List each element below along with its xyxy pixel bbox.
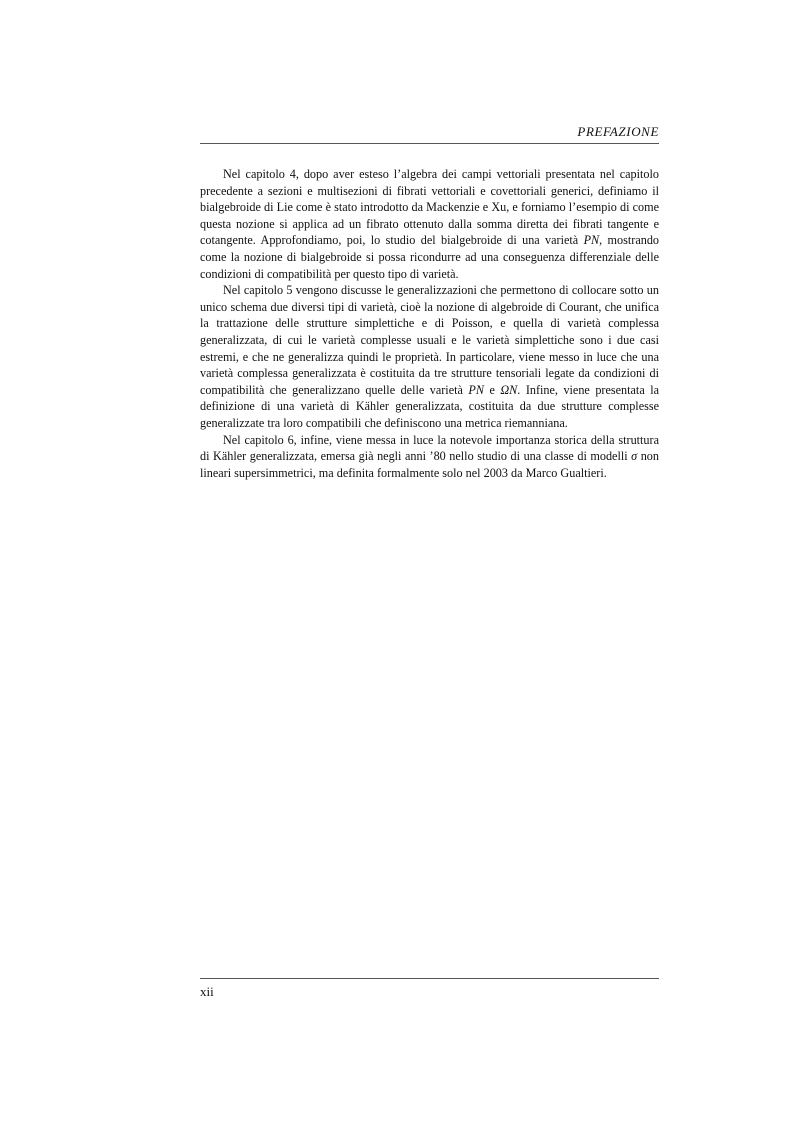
math-symbol: PN [468,382,484,397]
math-symbol: σ [631,449,638,464]
paragraph-chapter-4 [200,166,659,282]
page-number: xii [200,984,214,999]
paragraph-text: , mostrando come la nozione di bialgebroide si possa ricondurre ad una conseguenza differenziale delle condizioni di compatibilità per questo tipo di varietà. [200,233,660,281]
footer-rule [200,978,659,979]
paragraph-text: non lineari supersimmetrici, ma definita formalmente solo nel 2003 da Marco Gualtieri. [200,449,659,480]
paragraph-text: e [483,382,501,397]
paragraph-chapter-6 [200,432,659,482]
paragraph-text: Nel capitolo 4, dopo aver esteso l’algebra dei campi vettoriali presentata nel capitolo precedente a sezioni e multisezioni di fibrati vettoriali e covettoriali generici, definiamo il bialgebroide di Lie come è stato introdotto da Mackenzie e Xu, e forniamo l’esempio di come questa nozione si applica ad un fibrato ottenuto dalla somma diretta dei fibrati tangente e cotangente. Approfondiamo, poi, lo studio del bialgebroide di una varietà [200,167,659,248]
paragraph-chapter-5 [200,282,659,431]
header-rule [200,143,659,144]
paragraph-text: Nel capitolo 6, infine, viene messa in luce la notevole importanza storica della struttura di Kähler generalizzata, emersa già negli anni ’80 nello studio di una classe di modelli [200,432,659,464]
paragraph-text: . Infine, viene presentata la definizione di una varietà di Kähler generalizzata, costituita da due strutture complesse generalizzate tra loro compatibili che definiscono una metrica riemanniana. [200,382,659,430]
paragraph-text: Nel capitolo 5 vengono discusse le generalizzazioni che permettono di collocare sotto un unico schema due diversi tipi di varietà, cioè la nozione di algebroide di Courant, che unifica la trattazione delle strutture simplettiche e di Poisson, e quella di varietà complessa generalizzata, di cui le varietà complesse usuali e le varietà simplettiche sono i due casi estremi, e che ne generalizza quindi le proprietà. In particolare, viene messo in luce che una varietà complessa generalizzata è costituita da tre strutture tensoriali legate da condizioni di compatibilità che generalizzano quelle delle varietà [200,283,659,397]
running-header-title: PREFAZIONE [577,124,659,139]
body-text [200,166,659,481]
math-symbol: ΩN [500,382,518,397]
math-symbol: PN [583,233,600,248]
